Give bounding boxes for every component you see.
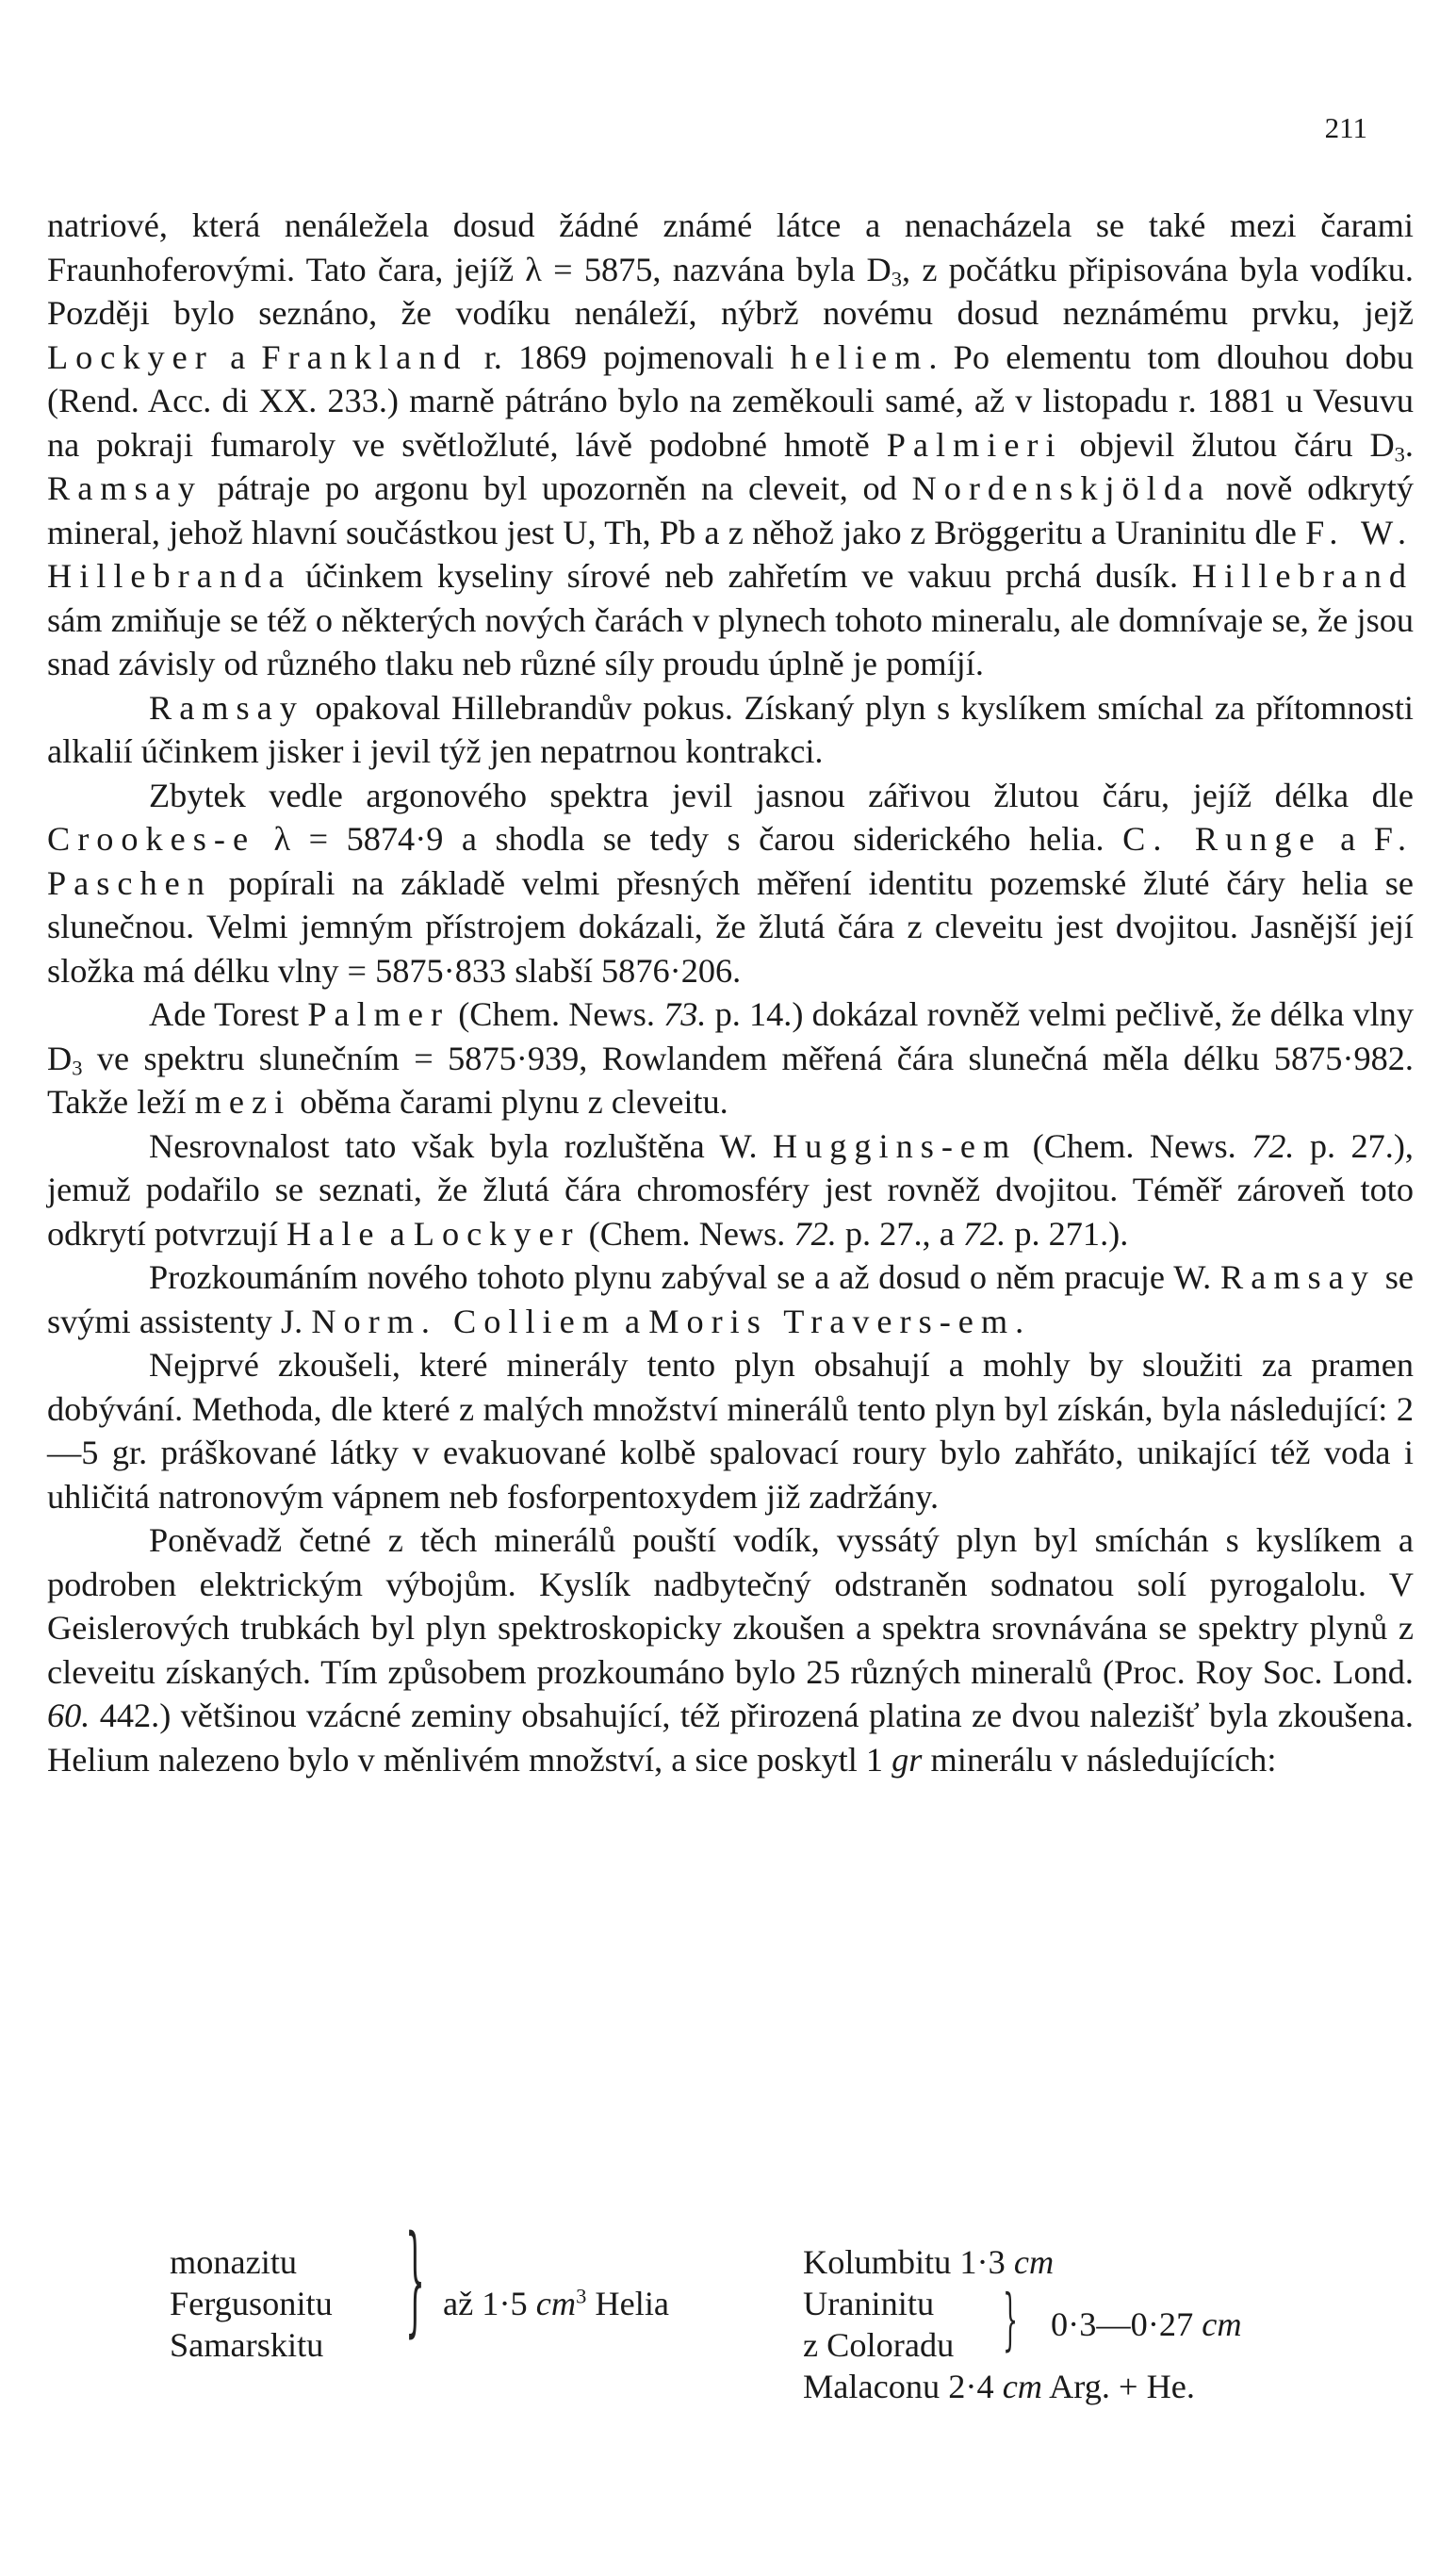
person-name: Crookes-e (47, 820, 256, 858)
person-name: C. Runge (1122, 820, 1322, 858)
person-name: Palmieri (886, 425, 1063, 464)
mineral-row: Malaconu 2·4 cm Arg. + He. (803, 2368, 1195, 2405)
person-name: Hale (286, 1214, 382, 1253)
person-name: Ramsay (149, 688, 304, 727)
paragraph-8: Poněvadž četné z těch minerálů pouští vodík, vyssátý plyn byl smíchán s kyslíkem a podroben elektrickým výbojům. Kyslík nadbytečný odstraněn sodnatou solí pyrogalolu. V Geislerových trubkách byl plyn spektroskopicky zkoušen a spektra srovnávána se spektry plynů z cleveitu získaných. Tím způsobem prozkoumáno bylo 25 různých mineralů (Proc. Roy Soc. Lond. 60. 442.) většinou vzácné zeminy obsahující, též přirozená platina ze dvou nalezišť byla zkoušena. Helium nalezeno bylo v měnlivém množství, a sice poskytl 1 gr minerálu v následujících: (47, 1521, 1414, 1779)
person-name: Lockyer (47, 337, 214, 376)
mineral-name: Samarskitu (170, 2326, 324, 2364)
paragraph-3: Zbytek vedle argonového spektra jevil jasnou zářivou žlutou čáru, jejíž délka dle Crookes-e λ = 5874·9 a shodla se tedy s čarou siderického helia. C. Runge a F. Paschen popírali na základě velmi přesných měření identitu pozemské žluté čáry helia se slunečnou. Velmi jemným přístrojem dokázali, že žlutá čára z cleveitu jest dvojitou. Jasnější její složka má délku vlny = 5875·833 slabší 5876·206. (47, 776, 1415, 990)
person-name: Ramsay (1220, 1258, 1376, 1296)
volume-number: 72. (1252, 1126, 1295, 1165)
body-text (47, 204, 1414, 1781)
person-name: Huggins-em (772, 1126, 1018, 1165)
volume-number: 73. (663, 995, 707, 1033)
volume-number: 72. (793, 1214, 837, 1253)
curly-brace-icon: } (1003, 2279, 1019, 2358)
volume-number: 72. (962, 1214, 1006, 1253)
curly-brace-icon: } (405, 2211, 426, 2351)
mineral-table (170, 2211, 1395, 2458)
paragraph-1: natriové, která nenáležela dosud žádné známé látce a nenacházela se také mezi čarami Fraunhoferovými. Tato čara, jejíž λ = 5875, nazvána byla $D_3$, z počátku připisována byla vodíku. Později bylo seznáno, že vodíku nenáleží, nýbrž novému dosud neznámému prvku, jejž Lockyer a Frankland r. 1869 pojmenovali heliem. Po elementu tom dlouhou dobu (Rend. Acc. di XX. 233.) marně pátráno bylo na zeměkouli samé, až v listopadu r. 1881 u Vesuvu na pokraji fumaroly ve světložluté, lávě podobné hmotě Palmieri objevil žlutou čáru $D_3$. Ramsay pátraje po argonu byl upozorněn na cleveit, od Nordenskjölda nově odkrytý mineral, jehož hlavní součástkou jest U, Th, Pb a z něhož jako z Bröggeritu a Uraninitu dle F. W. Hillebranda účinkem kyseliny sírové neb zahřetím ve vakuu prchá dusík. Hillebrand sám zmiňuje se též o některých nových čarách v plynech tohoto mineralu, ale domnívaje se, že jsou snad závisly od různého tlaku neb různé síly proudu úplně je pomíjí. (47, 206, 1415, 682)
unit-label: gr (892, 1740, 923, 1779)
person-name: Nordenskjölda (911, 469, 1212, 507)
mineral-name: z Coloradu (803, 2326, 955, 2364)
emphasized-word: heliem (790, 337, 929, 376)
right-group-value: 0·3—0·27 cm (1051, 2305, 1242, 2343)
paragraph-5: Nesrovnalost tato však byla rozluštěna W. Huggins-em (Chem. News. 72. p. 27.), jemuž podařilo se seznati, že žlutá čára chromosféry jest rovněž dvojitou. Téměř zároveň toto odkrytí potvrzují Hale a Lockyer (Chem. News. 72. p. 27., a 72. p. 271.). (47, 1126, 1415, 1253)
person-name: Lockyer (413, 1214, 581, 1253)
page-number: 211 (1324, 111, 1367, 144)
mineral-row: Kolumbitu 1·3 cm (803, 2243, 1055, 2281)
person-name: Frankland (261, 337, 468, 376)
left-mineral-list (170, 2241, 333, 2366)
left-group-value: až 1·5 $cm^3$ Helia (443, 2284, 670, 2322)
paragraph-7: Nejprvé zkoušeli, které minerály tento plyn obsahují a mohly by sloužiti za pramen dobývání. Methoda, dle které z malých množství minerálů tento plyn byl získán, byla následující: 2—5 gr. práškované látky v evakuované kolbě spalovací roury bylo zahřáto, unikající též voda i uhličitá natronovým vápnem neb fosforpentoxydem již zadržány. (47, 1346, 1414, 1516)
volume-number: 60. (47, 1697, 90, 1734)
person-name: Palmer (307, 995, 450, 1033)
emphasized-word: mezi (194, 1083, 292, 1121)
mineral-name: Fergusonitu (170, 2285, 333, 2322)
person-name: Norm. Colliem (311, 1302, 616, 1340)
person-name: Moris Travers-em (648, 1302, 1016, 1340)
paragraph-4: Ade Torest Palmer (Chem. News. 73. p. 14.) dokázal rovněž velmi pečlivě, že délka vlny $D_3$ ve spektru slunečním = 5875·939, Rowlandem měřená čára slunečná měla délku 5875·982. Takže leží mezi oběma čarami plynu z cleveitu. (47, 995, 1414, 1121)
person-name: F. Paschen (47, 820, 1415, 902)
mineral-name: Uraninitu (803, 2285, 935, 2322)
person-name: Ramsay (47, 469, 203, 507)
paragraph-2: Ramsay opakoval Hillebrandův pokus. Získaný plyn s kyslíkem smíchal za přítomnosti alkalií účinkem jisker i jevil týž jen nepatrnou kontrakci. (47, 688, 1414, 770)
paragraph-6: Prozkoumáním nového tohoto plynu zabýval se a až dosud o něm pracuje W. Ramsay se svými assistenty J. Norm. Colliem a Moris Travers-em. (47, 1258, 1414, 1340)
person-name: F. W. Hillebranda (47, 513, 1415, 595)
mineral-name: monazitu (170, 2243, 298, 2281)
person-name: Hillebrand (1191, 557, 1414, 595)
